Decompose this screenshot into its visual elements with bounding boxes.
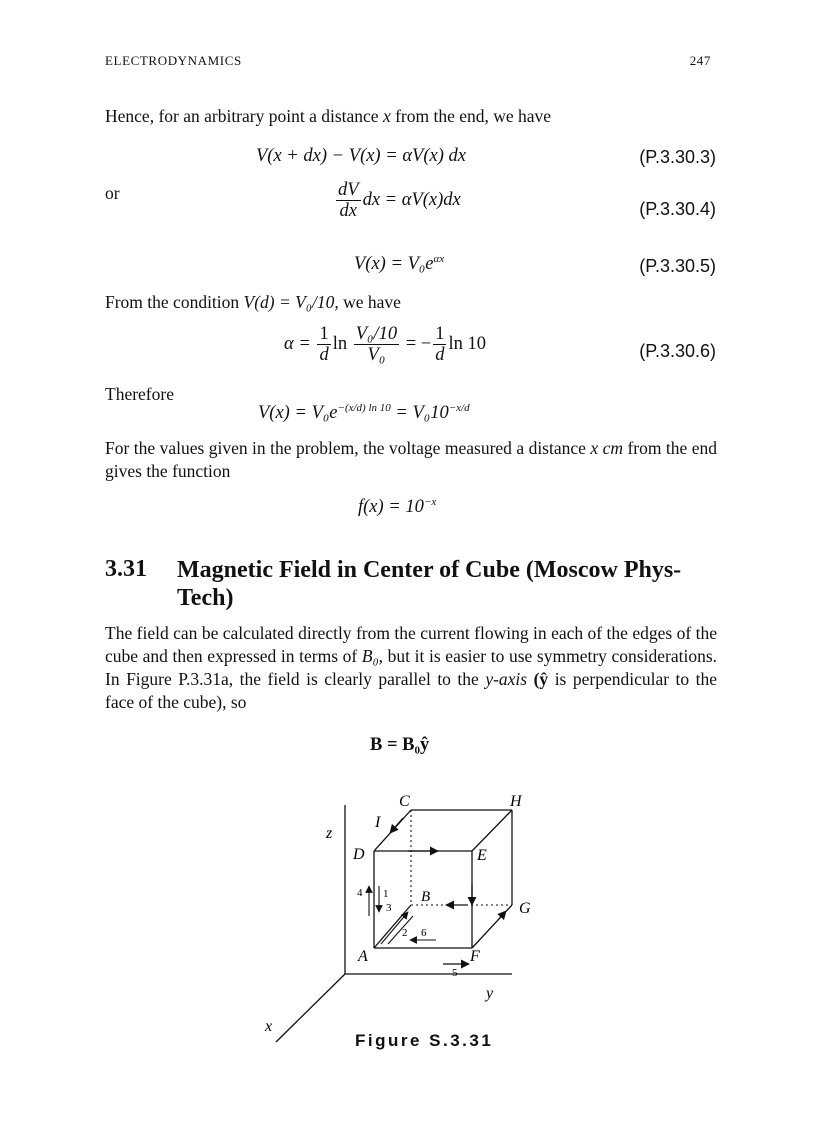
vertex-label: H: [510, 793, 522, 810]
connector-therefore: Therefore: [105, 384, 174, 404]
vertex-label: E: [477, 847, 487, 864]
equation-p3305: $V(x) = V_0e^{\alpha x}$: [354, 252, 445, 274]
vertex-label: C: [399, 793, 410, 810]
equation-voltage-result: $V(x) = V_0e^{-(x/d) ln 10} = V_010^{-x/d}$: [258, 401, 470, 423]
axis-label-y: y: [486, 985, 494, 1002]
running-header: ELECTRODYNAMICS: [105, 53, 242, 68]
figure-caption: Figure S.3.31: [355, 1031, 494, 1050]
equation-function: $f(x) = 10^{-x}$: [358, 495, 437, 517]
edge-number: 5: [452, 967, 458, 979]
equation-number: (P.3.30.5): [639, 256, 716, 276]
equation-number: (P.3.30.6): [639, 341, 716, 361]
x-axis: [276, 974, 345, 1042]
vertex-label: D: [353, 846, 365, 863]
equation-number: (P.3.30.3): [639, 147, 716, 167]
edge-number: 2: [402, 927, 408, 939]
equation-number: (P.3.30.4): [639, 199, 716, 219]
paragraph-symmetry: The field can be calculated directly from the current flowing in each of the edges of the cube and then expressed in terms of B₀, but it is easier to use symmetry considerations. In Figure P.3.31a, the field is clearly parallel to the y-axis (ŷ is perpendicular to the face of the cube), so: [105, 623, 718, 712]
equation-p3306: α = $\frac{1}{d}$ ln $\frac{\text{V₀/10}}{\text{V₀}}$ = − $\frac{1}{d}$ ln 10: [284, 324, 486, 365]
section-title: Magnetic Field in Center of Cube (Moscow Phys-Tech): [177, 557, 682, 611]
edge-number: 3: [386, 902, 392, 914]
edge-number: 1: [383, 888, 389, 900]
page-number: 247: [689, 53, 711, 68]
vertex-label: F: [470, 948, 480, 965]
vertex-label: G: [519, 900, 531, 917]
equation-p3304: $\frac{dV}{dx}$ dx = αV(x)dx: [338, 180, 461, 221]
vertex-label: B: [421, 889, 431, 905]
equation-p3303: V(x + dx) − V(x) = αV(x) dx: [256, 146, 466, 166]
vertex-label: A: [358, 948, 368, 965]
paragraph-values: For the values given in the problem, the voltage measured a distance x cm from the end gives the function: [105, 438, 717, 481]
current-arrow: [390, 818, 403, 833]
paragraph-intro: Hence, for an arbitrary point a distance x from the end, we have: [105, 106, 552, 126]
section-number: 3.31: [105, 556, 147, 582]
edge-number: 6: [421, 927, 427, 939]
paragraph-condition: From the condition V(d) = V₀/10, we have: [105, 292, 401, 312]
vertex-label: I: [375, 814, 381, 831]
cube-edge: [472, 810, 512, 851]
equation-field: B = B₀ŷ: [370, 735, 430, 755]
edge-number: 4: [357, 887, 363, 899]
cube-figure: [240, 780, 580, 1050]
current-arrow: [498, 911, 506, 920]
connector-or: or: [105, 183, 120, 203]
axis-label-x: x: [265, 1018, 273, 1035]
axis-label-z: z: [326, 825, 333, 842]
